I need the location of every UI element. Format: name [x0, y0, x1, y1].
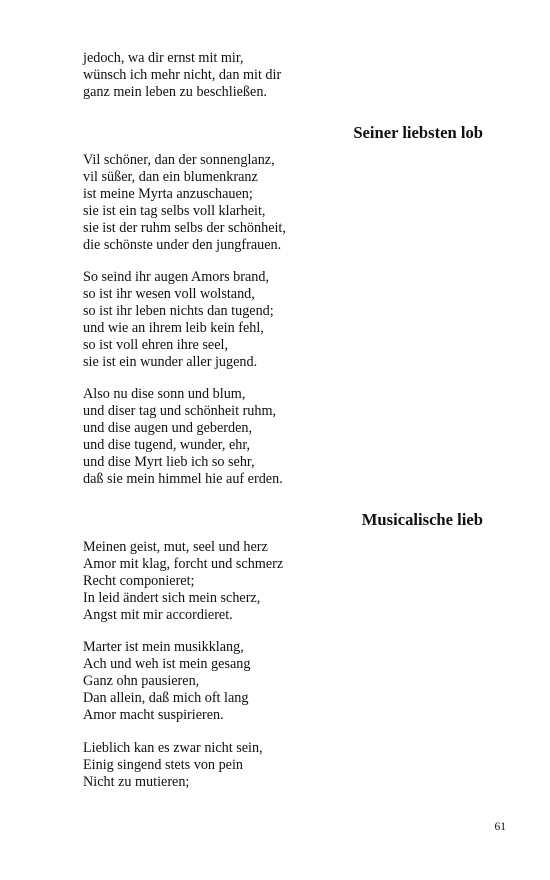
verse-line: ganz mein leben zu beschließen.: [83, 83, 267, 100]
verse-line: Lieblich kan es zwar nicht sein,: [83, 740, 263, 756]
verse-line: wünsch ich mehr nicht, dan mit dir: [83, 66, 282, 83]
poem1-stanza-3: [83, 386, 483, 487]
verse-line: Recht componieret;: [83, 572, 195, 589]
verse-line: Angst mit mir accordieret.: [83, 606, 233, 623]
verse-line: Nicht zu mutieren;: [83, 773, 190, 790]
poem2-stanza-1: [83, 539, 483, 624]
verse-line: jedoch, wa dir ernst mit mir,: [83, 50, 244, 66]
poem2-stanza-2: [83, 639, 483, 724]
verse-line: Ach und weh ist mein gesang: [83, 655, 251, 672]
verse-line: Einig singend stets von pein: [83, 756, 243, 773]
poem-title-seiner-liebsten-lob: Seiner liebsten lob: [353, 123, 483, 142]
poem-title-musicalische-lieb: Musicalische lieb: [361, 510, 483, 529]
verse-line: so ist ihr leben nichts dan tugend;: [83, 302, 274, 319]
poem-continuation-stanza: [83, 50, 483, 101]
verse-line: In leid ändert sich mein scherz,: [83, 589, 261, 606]
page-number: 61: [494, 821, 506, 833]
verse-line: Vil schöner, dan der sonnenglanz,: [83, 152, 275, 168]
verse-line: sie ist der ruhm selbs der schönheit,: [83, 219, 286, 236]
poem1-stanza-2: [83, 269, 483, 370]
verse-line: die schönste under den jungfrauen.: [83, 236, 282, 253]
verse-line: ist meine Myrta anzuschauen;: [83, 185, 253, 202]
verse-line: Amor mit klag, forcht und schmerz: [83, 555, 284, 572]
verse-line: So seind ihr augen Amors brand,: [83, 269, 269, 285]
verse-line: Marter ist mein musikklang,: [83, 639, 244, 655]
verse-line: Dan allein, daß mich oft lang: [83, 689, 249, 706]
poem2-stanza-3: [83, 740, 483, 791]
verse-line: sie ist ein tag selbs voll klarheit,: [83, 202, 266, 219]
verse-line: und diser tag und schönheit ruhm,: [83, 402, 277, 419]
verse-line: und wie an ihrem leib kein fehl,: [83, 319, 264, 336]
verse-line: und dise Myrt lieb ich so sehr,: [83, 453, 255, 470]
verse-line: daß sie mein himmel hie auf erden.: [83, 470, 283, 487]
poem1-stanza-1: [83, 152, 483, 253]
verse-line: Ganz ohn pausieren,: [83, 672, 200, 689]
verse-line: vil süßer, dan ein blumenkranz: [83, 168, 258, 185]
verse-line: so ist voll ehren ihre seel,: [83, 336, 228, 353]
verse-line: und dise tugend, wunder, ehr,: [83, 436, 251, 453]
verse-line: so ist ihr wesen voll wolstand,: [83, 285, 255, 302]
verse-line: Amor macht suspirieren.: [83, 706, 224, 723]
verse-line: sie ist ein wunder aller jugend.: [83, 353, 258, 370]
verse-line: Meinen geist, mut, seel und herz: [83, 539, 268, 555]
verse-line: Also nu dise sonn und blum,: [83, 386, 246, 402]
verse-line: und dise augen und geberden,: [83, 419, 253, 436]
